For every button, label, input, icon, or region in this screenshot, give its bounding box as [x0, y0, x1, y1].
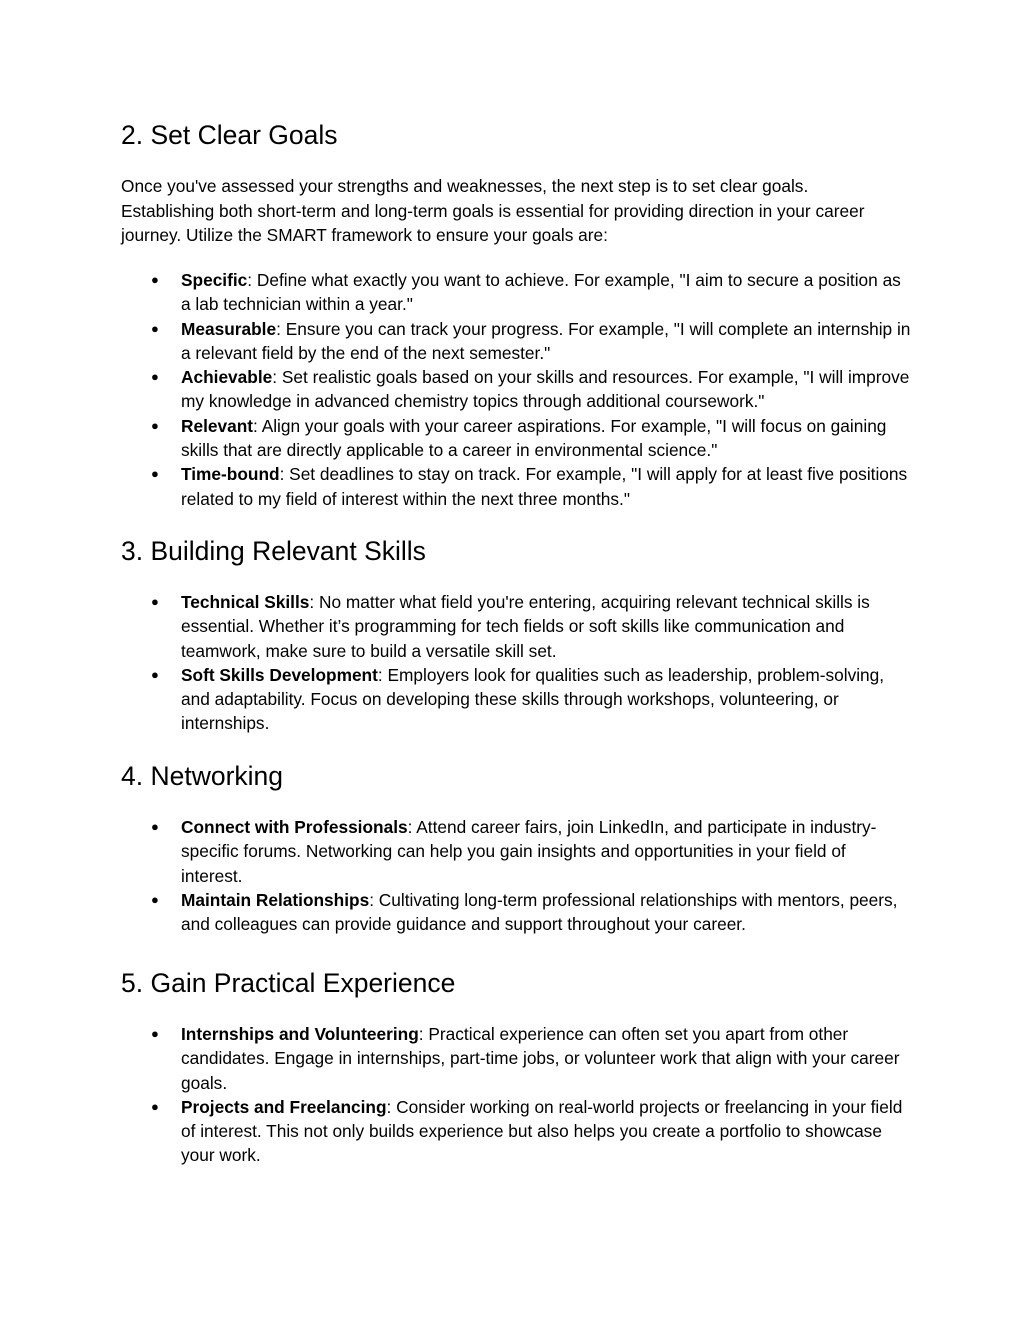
- section-intro-set-clear-goals: Once you've assessed your strengths and weaknesses, the next step is to set clear goals. Establishing both short-term and long-term goals is essential for providing direction in your career journey. Utilize the SMART framework to ensure your goals are:: [121, 176, 865, 245]
- item-term: Time-bound: [181, 464, 280, 485]
- item-term: Specific: [181, 270, 248, 290]
- bullet-icon: ●: [151, 466, 159, 482]
- smart-goals-list: [121, 268, 911, 511]
- item-term: Soft Skills Development: [181, 664, 378, 685]
- section-heading-gain-practical-experience: 5. Gain Practical Experience: [121, 968, 456, 998]
- section-heading-set-clear-goals: 2. Set Clear Goals: [121, 120, 338, 150]
- section-heading-networking: 4. Networking: [121, 761, 284, 791]
- item-text: : Attend career fairs, join LinkedIn, and participate in industry-specific forums. Networking can help you gain insights and opportunities in your field of interest.: [181, 817, 877, 886]
- list-item: [121, 1095, 911, 1168]
- item-text: : Employers look for qualities such as leadership, problem-solving, and adaptability. Focus on developing these skills through workshops, volunteering, or internships.: [181, 664, 885, 734]
- item-term: Achievable: [181, 367, 273, 388]
- bullet-icon: ●: [151, 369, 159, 385]
- list-item: [121, 590, 911, 663]
- item-term: Maintain Relationships: [181, 889, 370, 910]
- bullet-icon: ●: [151, 819, 159, 834]
- item-term: Internships and Volunteering: [181, 1024, 419, 1044]
- list-item: [121, 268, 911, 317]
- list-item: [121, 414, 911, 463]
- item-text: : Cultivating long-term professional relationships with mentors, peers, and colleagues can provide guidance and support throughout your career.: [181, 889, 898, 935]
- item-term: Technical Skills: [181, 592, 310, 612]
- list-item: [121, 317, 911, 366]
- item-text: : Practical experience can often set you apart from other candidates. Engage in internships, part-time jobs, or volunteer work that align with your career goals.: [181, 1024, 900, 1093]
- item-text: : No matter what field you're entering, acquiring relevant technical skills is essential. Whether it’s programming for tech fields or soft skills like communication and teamwork, make sure to build a versatile skill set.: [181, 592, 870, 661]
- list-item: [121, 888, 911, 937]
- bullet-icon: ●: [151, 1098, 159, 1114]
- item-term: Projects and Freelancing: [181, 1096, 387, 1117]
- item-text: : Define what exactly you want to achieve. For example, "I aim to secure a position as a lab technician within a year.": [181, 270, 901, 315]
- item-text: : Align your goals with your career aspirations. For example, "I will focus on gaining skills that are directly applicable to a career in environmental science.": [181, 415, 887, 461]
- item-text: : Ensure you can track your progress. For example, "I will complete an internship in a relevant field by the end of the next semester.": [181, 318, 911, 363]
- bullet-icon: ●: [151, 891, 159, 907]
- networking-list: [121, 815, 911, 936]
- bullet-icon: ●: [151, 272, 159, 287]
- item-term: Relevant: [181, 415, 254, 436]
- bullet-icon: ●: [151, 417, 159, 433]
- list-item: [121, 815, 911, 888]
- list-item: [121, 663, 911, 736]
- experience-list: [121, 1022, 911, 1168]
- item-text: : Set deadlines to stay on track. For example, "I will apply for at least five positions related to my field of interest within the next three months.": [181, 464, 908, 509]
- section-heading-building-relevant-skills: 3. Building Relevant Skills: [121, 536, 426, 566]
- item-term: Connect with Professionals: [181, 817, 408, 837]
- list-item: [121, 1022, 911, 1095]
- list-item: [121, 462, 911, 511]
- bullet-icon: ●: [151, 1026, 159, 1041]
- bullet-icon: ●: [151, 594, 159, 609]
- bullet-icon: ●: [151, 666, 159, 682]
- item-text: : Consider working on real-world projects or freelancing in your field of interest. This not only builds experience but also helps you create a portfolio to showcase your work.: [181, 1096, 903, 1166]
- bullet-icon: ●: [151, 320, 159, 336]
- item-term: Measurable: [181, 318, 277, 339]
- skills-list: [121, 590, 911, 736]
- list-item: [121, 365, 911, 414]
- item-text: : Set realistic goals based on your skills and resources. For example, "I will improve my knowledge in advanced chemistry topics through additional coursework.": [181, 367, 910, 412]
